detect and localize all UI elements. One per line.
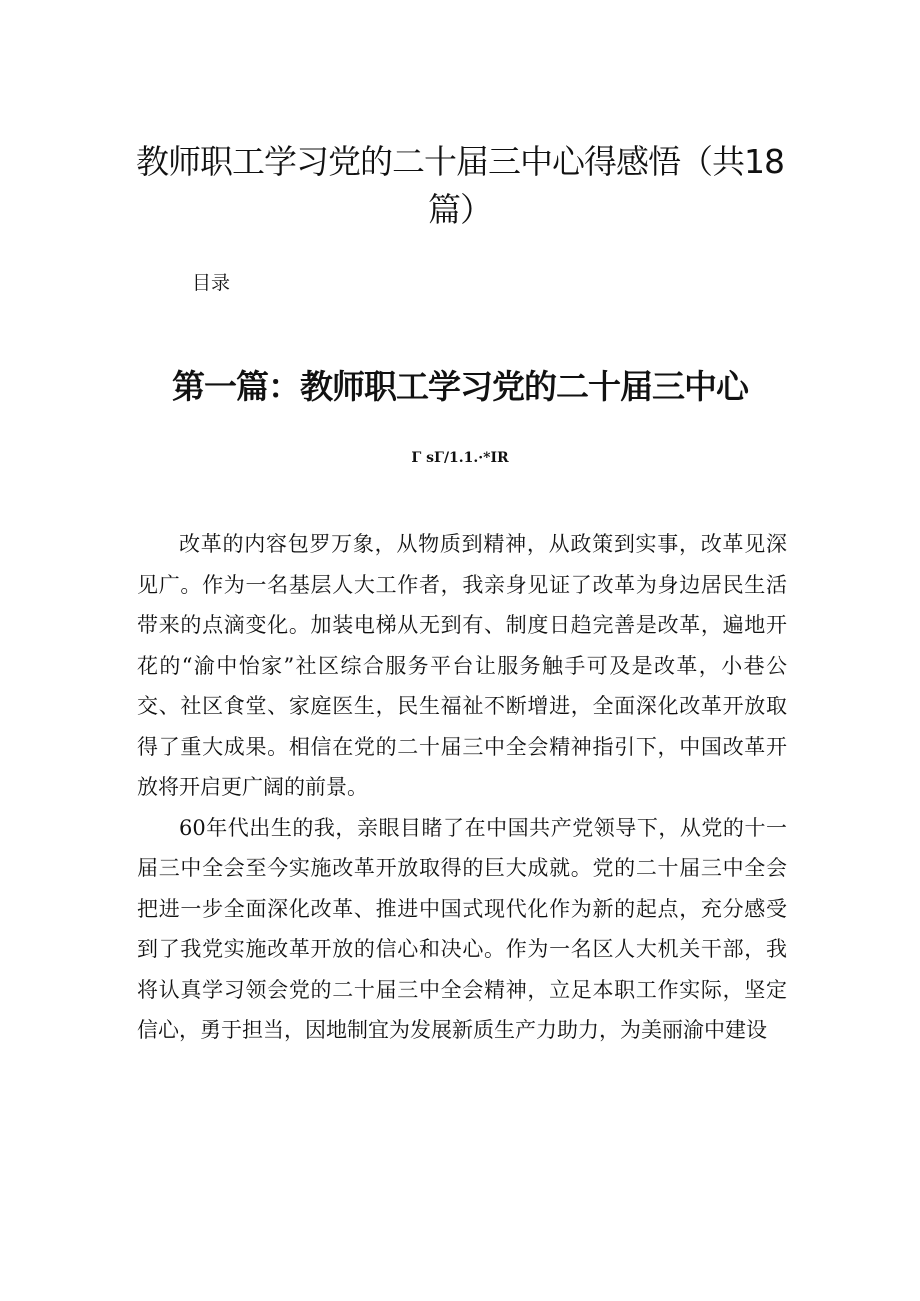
paragraph: 改革的内容包罗万象，从物质到精神，从政策到实事，改革见深见广。作为一名基层人大工作者，我亲身见证了改革为身边居民生活带来的点滴变化。加装电梯从无到有、制度日趋完善是改革，遍地开花的“渝中怡家”社区综合服务平台让服务触手可及是改革，小巷公交、社区食堂、家庭医生，民生福祉不断增进，全面深化改革开放取得了重大成果。相信在党的二十届三中全会精神指引下，中国改革开放将开启更广阔的前景。 — [137, 532, 787, 799]
body-text — [137, 524, 787, 1051]
garbled-text-line: Γ sΓ/1.1.·*IR — [411, 450, 509, 466]
chapter-title: 第一篇：教师职工学习党的二十届三中心 — [172, 367, 748, 406]
paragraph: 60年代出生的我，亲眼目睹了在中国共产党领导下，从党的十一届三中全会至今实施改革开放取得的巨大成就。党的二十届三中全会把进一步全面深化改革、推进中国式现代化作为新的起点，充分感受到了我党实施改革开放的信心和决心。作为一名区人大机关干部，我将认真学习领会党的二十届三中全会精神，立足本职工作实际，坚定信心，勇于担当，因地制宜为发展新质生产力助力，为美丽渝中建设 — [137, 815, 787, 1042]
table-of-contents-label: 目录 — [192, 272, 231, 294]
document-title: 教师职工学习党的二十届三中心得感悟（共18篇） — [136, 142, 784, 229]
